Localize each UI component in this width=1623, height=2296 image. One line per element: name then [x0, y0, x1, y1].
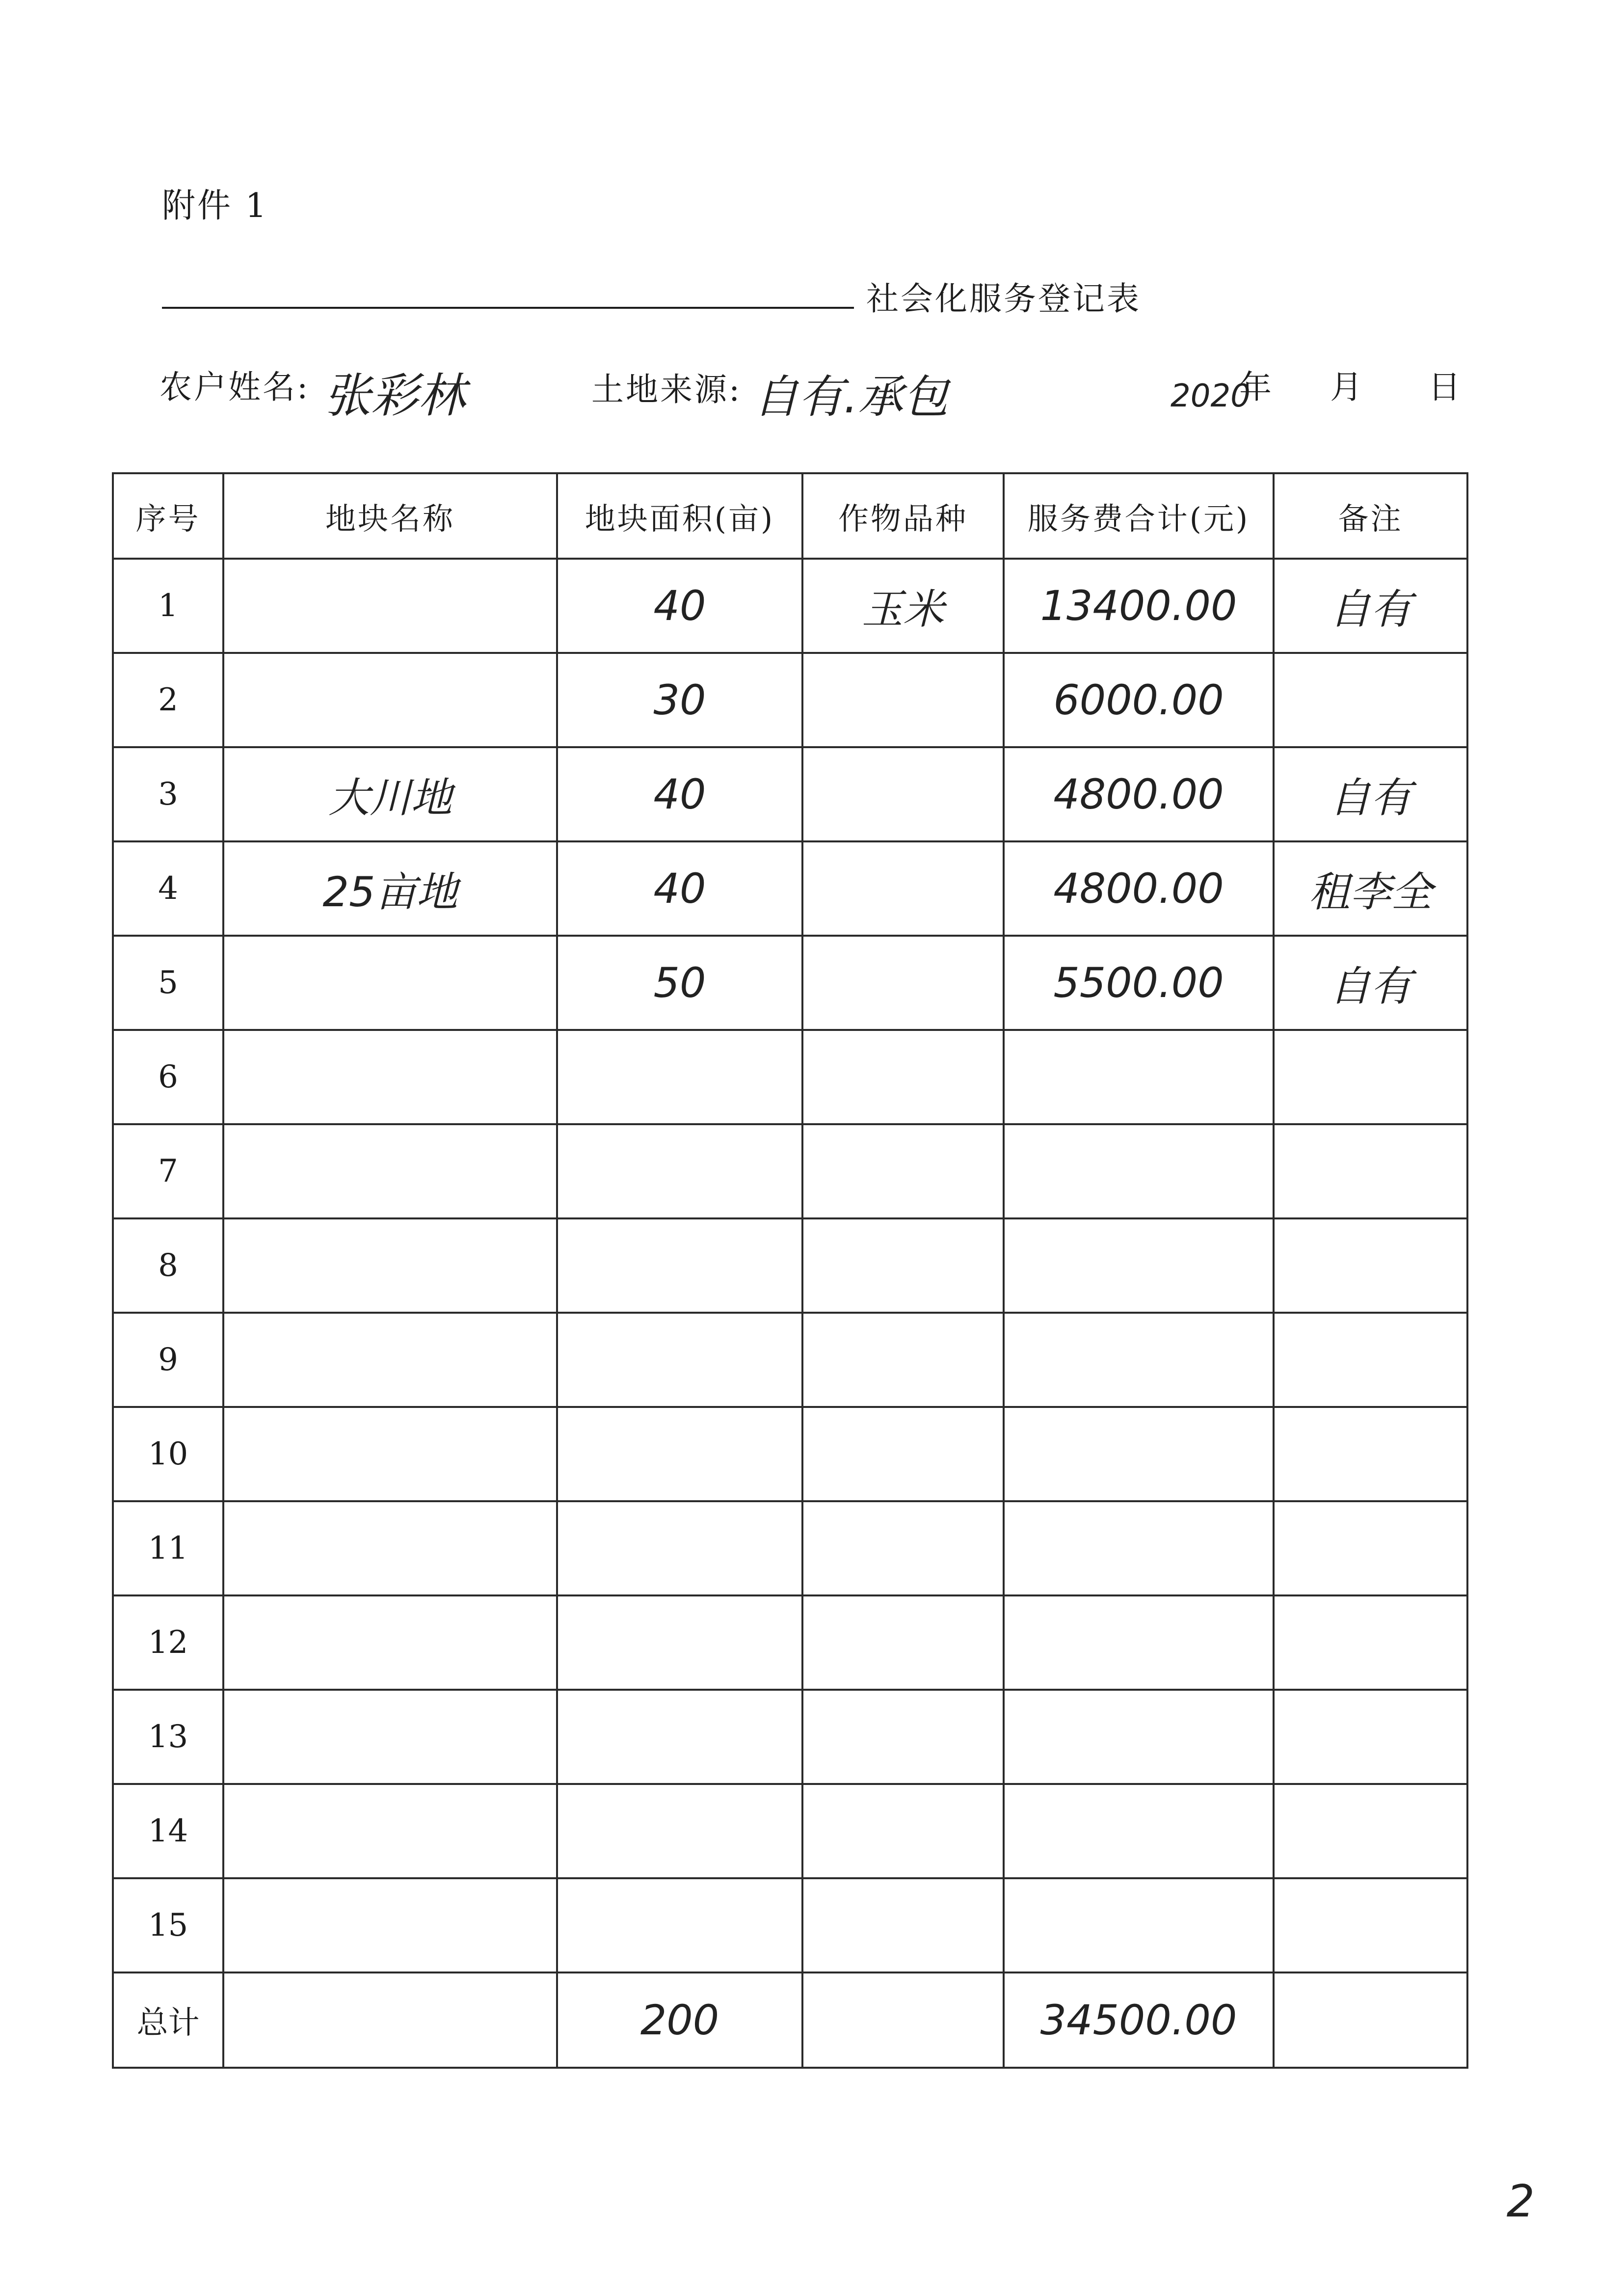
row-remark-cell	[1274, 1124, 1467, 1218]
table-row	[113, 1313, 1467, 1407]
table-row	[113, 1030, 1467, 1124]
row-area-cell	[557, 1218, 802, 1313]
row-fee-cell	[1004, 1124, 1274, 1218]
row-remark: 自有	[1329, 585, 1412, 633]
row-remark-cell	[1274, 1784, 1467, 1878]
row-area-cell	[557, 1124, 802, 1218]
row-index: 14	[113, 1784, 223, 1878]
row-crop-cell	[802, 1407, 1004, 1501]
row-index: 4	[113, 841, 223, 936]
row-remark: 租李全	[1308, 867, 1433, 916]
row-fee-cell	[1004, 936, 1274, 1030]
table-row	[113, 559, 1467, 653]
row-area-cell	[557, 1030, 802, 1124]
row-plot-cell	[223, 1407, 557, 1501]
row-crop-cell	[802, 841, 1004, 936]
total-area-cell	[557, 1972, 802, 2068]
row-area-cell	[557, 1407, 802, 1501]
header-remark: 备注	[1274, 473, 1467, 559]
row-fee-cell	[1004, 1030, 1274, 1124]
table-row	[113, 1878, 1467, 1972]
row-fee: 13400.00	[1040, 582, 1237, 630]
row-index: 7	[113, 1124, 223, 1218]
table-row	[113, 1218, 1467, 1313]
row-plot-cell	[223, 936, 557, 1030]
row-plot-cell	[223, 1595, 557, 1690]
row-fee-cell	[1004, 1878, 1274, 1972]
row-index: 11	[113, 1501, 223, 1595]
row-plot-cell	[223, 841, 557, 936]
row-area-cell	[557, 1501, 802, 1595]
total-area: 200	[640, 1996, 719, 2044]
page-mark: 2	[1506, 2176, 1535, 2227]
land-source-value: 自有.承包	[753, 371, 949, 423]
row-remark-cell	[1274, 936, 1467, 1030]
row-area-cell	[557, 653, 802, 747]
row-index: 9	[113, 1313, 223, 1407]
row-remark-cell	[1274, 841, 1467, 936]
row-crop-cell	[802, 1124, 1004, 1218]
service-register-table	[112, 472, 1468, 2069]
row-plot-cell	[223, 1690, 557, 1784]
row-fee: 5500.00	[1053, 959, 1224, 1007]
row-fee-cell	[1004, 1407, 1274, 1501]
row-fee: 4800.00	[1053, 770, 1224, 818]
row-plot: 25亩地	[322, 867, 458, 916]
row-crop-cell	[802, 936, 1004, 1030]
row-plot-cell	[223, 1878, 557, 1972]
row-remark-cell	[1274, 1313, 1467, 1407]
row-area-cell	[557, 559, 802, 653]
row-remark: 自有	[1329, 962, 1412, 1010]
row-fee-cell	[1004, 841, 1274, 936]
table-row	[113, 747, 1467, 841]
row-plot-cell	[223, 559, 557, 653]
row-crop-cell	[802, 559, 1004, 653]
row-index: 8	[113, 1218, 223, 1313]
table-row	[113, 841, 1467, 936]
total-crop-cell	[802, 1972, 1004, 2068]
row-plot-cell	[223, 1030, 557, 1124]
header-service-fee: 服务费合计(元)	[1004, 473, 1274, 559]
row-remark-cell	[1274, 653, 1467, 747]
row-plot-cell	[223, 1313, 557, 1407]
row-index: 13	[113, 1690, 223, 1784]
row-plot-cell	[223, 747, 557, 841]
row-area-cell	[557, 1784, 802, 1878]
total-plot-cell	[223, 1972, 557, 2068]
title-underline	[162, 307, 854, 309]
row-index: 2	[113, 653, 223, 747]
date-year-label: 年	[1239, 368, 1274, 406]
row-index: 10	[113, 1407, 223, 1501]
row-remark-cell	[1274, 1501, 1467, 1595]
row-fee-cell	[1004, 1218, 1274, 1313]
row-remark-cell	[1274, 747, 1467, 841]
row-plot-cell	[223, 1501, 557, 1595]
row-area-cell	[557, 1595, 802, 1690]
attachment-label: 附件 1	[162, 187, 268, 225]
table-row	[113, 1501, 1467, 1595]
total-fee-cell	[1004, 1972, 1274, 2068]
table-row	[113, 1784, 1467, 1878]
header-index: 序号	[113, 473, 223, 559]
row-fee-cell	[1004, 747, 1274, 841]
row-crop-cell	[802, 1784, 1004, 1878]
row-remark-cell	[1274, 1690, 1467, 1784]
farmer-name-label: 农户姓名:	[160, 368, 310, 406]
date-year-handwritten: 2020	[1171, 378, 1251, 414]
row-remark-cell	[1274, 1595, 1467, 1690]
row-fee-cell	[1004, 653, 1274, 747]
row-area-cell	[557, 747, 802, 841]
row-remark-cell	[1274, 1030, 1467, 1124]
table-row	[113, 1690, 1467, 1784]
table-row	[113, 1407, 1467, 1501]
row-remark: 自有	[1329, 773, 1412, 822]
land-source-label: 土地来源:	[591, 371, 742, 408]
table-header-row	[113, 473, 1467, 559]
row-plot-cell	[223, 1218, 557, 1313]
row-fee-cell	[1004, 1501, 1274, 1595]
row-crop-cell	[802, 1878, 1004, 1972]
row-crop-cell	[802, 747, 1004, 841]
row-crop: 玉米	[861, 585, 944, 633]
row-crop-cell	[802, 1501, 1004, 1595]
table-row	[113, 1595, 1467, 1690]
row-area: 50	[653, 959, 706, 1007]
total-row	[113, 1972, 1467, 2068]
row-area: 40	[653, 582, 706, 630]
row-remark-cell	[1274, 1218, 1467, 1313]
row-area-cell	[557, 841, 802, 936]
header-plot-area: 地块面积(亩)	[557, 473, 802, 559]
row-area-cell	[557, 936, 802, 1030]
row-fee: 6000.00	[1053, 676, 1224, 724]
row-remark-cell	[1274, 559, 1467, 653]
row-fee-cell	[1004, 1313, 1274, 1407]
row-area-cell	[557, 1878, 802, 1972]
row-fee-cell	[1004, 559, 1274, 653]
table-row	[113, 936, 1467, 1030]
row-crop-cell	[802, 1595, 1004, 1690]
row-remark-cell	[1274, 1878, 1467, 1972]
total-fee: 34500.00	[1040, 1996, 1237, 2044]
date-month-label: 月	[1330, 368, 1364, 406]
header-crop: 作物品种	[802, 473, 1004, 559]
row-fee-cell	[1004, 1784, 1274, 1878]
row-crop-cell	[802, 1690, 1004, 1784]
table-row	[113, 653, 1467, 747]
row-area: 30	[653, 676, 706, 724]
row-index: 15	[113, 1878, 223, 1972]
row-plot-cell	[223, 1784, 557, 1878]
row-area-cell	[557, 1313, 802, 1407]
date-day-label: 日	[1428, 368, 1463, 406]
row-plot: 大川地	[328, 773, 452, 822]
row-plot-cell	[223, 653, 557, 747]
row-index: 12	[113, 1595, 223, 1690]
total-remark-cell	[1274, 1972, 1467, 2068]
row-index: 6	[113, 1030, 223, 1124]
row-index: 1	[113, 559, 223, 653]
total-label: 总计	[113, 1972, 223, 2068]
header-plot-name: 地块名称	[223, 473, 557, 559]
row-index: 5	[113, 936, 223, 1030]
row-crop-cell	[802, 1313, 1004, 1407]
table-row	[113, 1124, 1467, 1218]
row-fee-cell	[1004, 1690, 1274, 1784]
row-fee-cell	[1004, 1595, 1274, 1690]
row-index: 3	[113, 747, 223, 841]
row-area: 40	[653, 864, 706, 913]
farmer-name-value: 张彩林	[324, 368, 465, 423]
row-crop-cell	[802, 1218, 1004, 1313]
row-plot-cell	[223, 1124, 557, 1218]
row-area: 40	[653, 770, 706, 818]
row-fee: 4800.00	[1053, 864, 1224, 913]
row-crop-cell	[802, 1030, 1004, 1124]
form-title: 社会化服务登记表	[866, 280, 1141, 318]
row-remark-cell	[1274, 1407, 1467, 1501]
row-crop-cell	[802, 653, 1004, 747]
row-area-cell	[557, 1690, 802, 1784]
